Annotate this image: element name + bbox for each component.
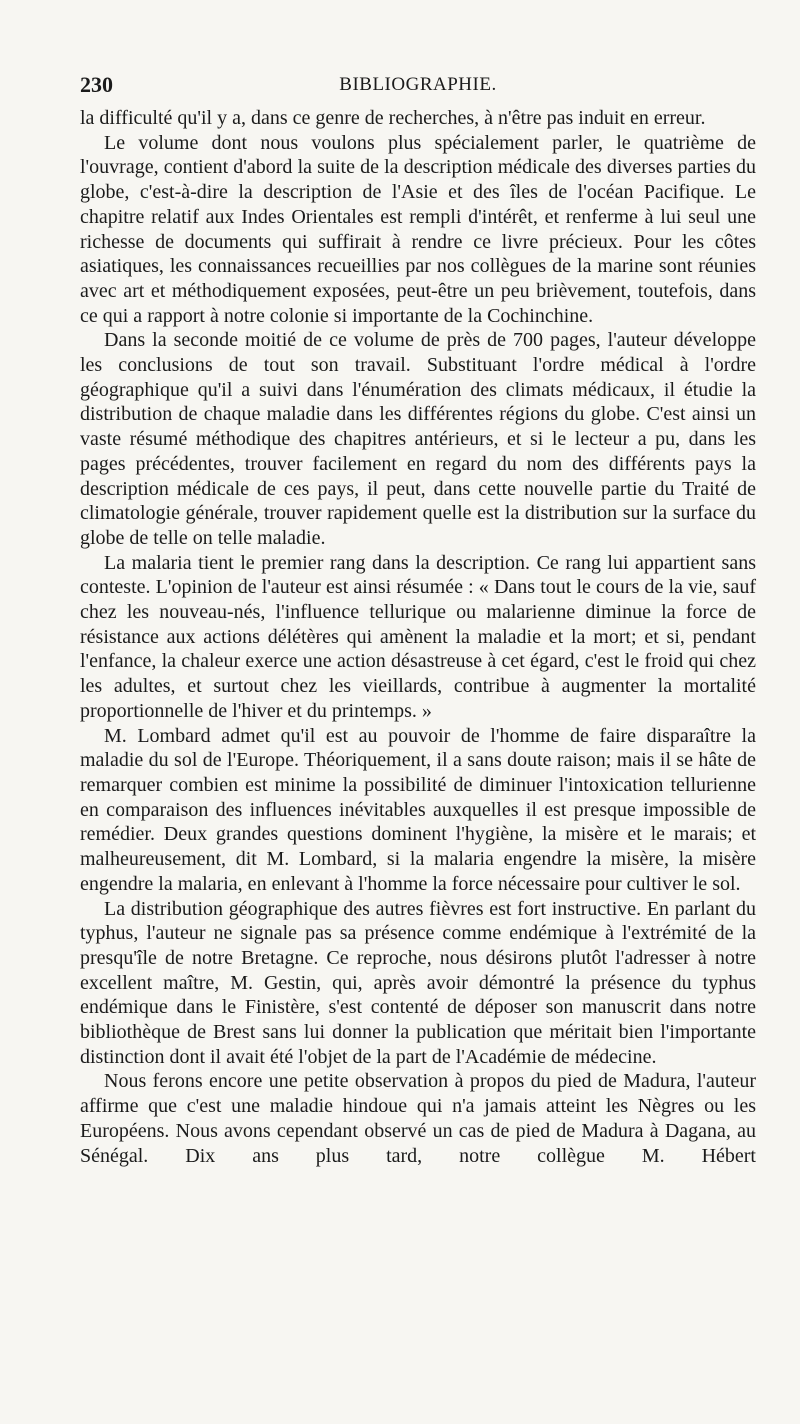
paragraph: La malaria tient le premier rang dans la description. Ce rang lui appartient sans conteste. L'opinion de l'auteur est ainsi résumée : « Dans tout le cours de la vie, sauf chez les nouveau-nés, l'influence tellurique ou malarienne diminue la force de résistance aux actions délétères qui amènent la maladie et la mort; et si, pendant l'enfance, la chaleur exerce une action désastreuse à cet égard, c'est le froid qui chez les adultes, et surtout chez les vieillards, contribue à augmenter la mortalité proportionnelle de l'hiver et du printemps. » — [80, 551, 756, 722]
paragraph: Dans la seconde moitié de ce volume de près de 700 pages, l'auteur développe les conclusions de tout son travail. Substituant l'ordre médical à l'ordre géographique qu'il a suivi dans l'énumération des climats médicaux, il étudie la distribution de chaque maladie dans les différentes régions du globe. C'est ainsi un vaste résumé méthodique des chapitres antérieurs, et si le lecteur a pu, dans les pages précédentes, trouver facilement en regard du nom des différents pays la description médicale de ces pays, il peut, dans cette nouvelle partie du Traité de climatologie générale, trouver rapidement quelle est la distribution sur la surface du globe de telle on telle maladie. — [80, 329, 756, 549]
page-header — [80, 72, 756, 100]
paragraph: M. Lombard admet qu'il est au pouvoir de l'homme de faire disparaître la maladie du sol de l'Europe. Théoriquement, il a sans doute raison; mais il se hâte de remarquer combien est minime la possibilité de diminuer l'intoxication tellurienne en comparaison des influences inévitables auxquelles il est presque impossible de remédier. Deux grandes questions dominent l'hygiène, la misère et le marais; et malheureusement, dit M. Lombard, si la malaria engendre la misère, la misère engendre la malaria, en enlevant à l'homme la force nécessaire pour cultiver le sol. — [80, 724, 756, 895]
running-title: BIBLIOGRAPHIE. — [339, 74, 497, 95]
paragraph: Le volume dont nous voulons plus spécialement parler, le quatrième de l'ouvrage, contient d'abord la suite de la description médicale des diverses parties du globe, c'est-à-dire la description de l'Asie et des îles de l'océan Pacifique. Le chapitre relatif aux Indes Orientales est rempli d'intérêt, et renferme à lui seul une richesse de documents qui suffirait à rendre ce livre précieux. Pour les côtes asiatiques, les connaissances recueillies par nos collègues de la marine sont réunies avec art et méthodiquement exposées, peut-être un peu brièvement, toutefois, dans ce qui a rapport à notre colonie si importante de la Cochinchine. — [80, 131, 756, 327]
body-text — [80, 106, 756, 1168]
paragraph: Nous ferons encore une petite observation à propos du pied de Madura, l'auteur affirme que c'est une maladie hindoue qui n'a jamais atteint les Nègres ou les Européens. Nous avons cependant observé un cas de pied de Madura à Dagana, au Sénégal. Dix ans plus tard, notre collègue M. Hébert — [80, 1070, 756, 1167]
paragraph: la difficulté qu'il y a, dans ce genre de recherches, à n'être pas induit en erreur. — [80, 107, 706, 129]
paragraph: La distribution géographique des autres fièvres est fort instructive. En parlant du typhus, l'auteur ne signale pas sa présence comme endémique à l'extrémité de la presqu'île de notre Bretagne. Ce reproche, nous désirons plutôt l'adresser à notre excellent maître, M. Gestin, qui, après avoir démontré la présence du typhus endémique dans le Finistère, s'est contenté de déposer son manuscrit dans notre bibliothèque de Brest sans lui donner la publication que méritait bien l'importante distinction dont il avait été l'objet de la part de l'Académie de médecine. — [80, 897, 756, 1068]
page-number: 230 — [80, 72, 113, 97]
